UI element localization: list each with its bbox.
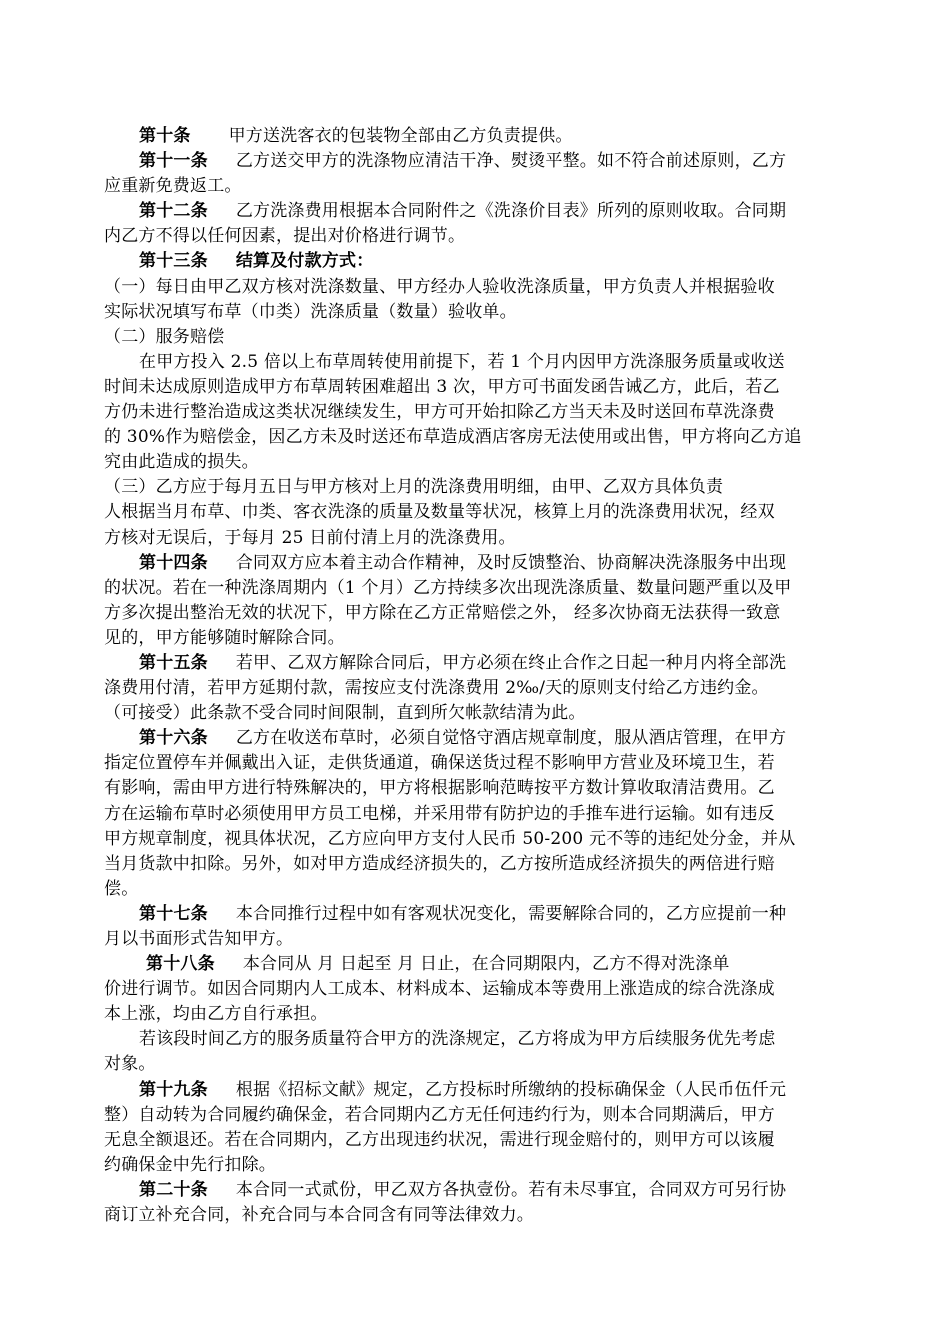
text-line — [104, 350, 862, 375]
article-line — [104, 149, 862, 174]
line-text: 人根据当月布草、巾类、客衣洗涤的质量及数量等状况，核算上月的洗涤费用状况，经双 — [104, 502, 775, 523]
article-line — [104, 124, 862, 149]
text-line — [104, 425, 862, 450]
text-line — [104, 1128, 862, 1153]
line-text: 合同双方应本着主动合作精神，及时反馈整治、协商解决洗涤服务中出现 — [235, 552, 787, 573]
text-line — [104, 927, 862, 952]
line-text: 本合同从 月 日起至 月 日止，在合同期限内，乙方不得对洗涤单 — [242, 954, 730, 975]
line-text: 价进行调节。如因合同期内人工成本、材料成本、运输成本等费用上涨造成的综合洗涤成 — [104, 979, 775, 1000]
line-text: 甲方规章制度，视具体状况，乙方应向甲方支付人民币 50-200 元不等的违纪处分金，并从 — [104, 828, 796, 849]
line-text: 若该段时间乙方的服务质量符合甲方的洗涤规定，乙方将成为甲方后续服务优先考虑 — [139, 1029, 776, 1050]
article-line — [104, 902, 862, 927]
article-line — [104, 726, 862, 751]
text-line — [104, 500, 862, 525]
text-line — [104, 325, 862, 350]
text-line — [104, 400, 862, 425]
article-number: 第十一条 — [139, 151, 208, 172]
article-line — [104, 1078, 862, 1103]
text-line — [104, 1002, 862, 1027]
line-text: 本合同一式贰份，甲乙双方各执壹份。若有未尽事宜，合同双方可另行协 — [235, 1179, 787, 1200]
text-line — [104, 626, 862, 651]
article-number: 第十二条 — [139, 201, 208, 222]
line-text: 见的，甲方能够随时解除合同。 — [104, 627, 345, 648]
line-text: 究由此造成的损失。 — [104, 452, 259, 473]
line-text: 乙方送交甲方的洗涤物应清洁干净、熨烫平整。如不符合前述原则，乙方 — [235, 151, 787, 172]
line-text: （可接受）此条款不受合同时间限制，直到所欠帐款结清为此。 — [104, 703, 586, 724]
contract-page — [104, 124, 862, 1228]
line-text: 约确保金中先行扣除。 — [104, 1154, 276, 1175]
text-line — [104, 1103, 862, 1128]
text-line — [104, 1203, 862, 1228]
line-text: 方多次提出整治无效的状况下，甲方除在乙方正常赔偿之外， 经多次协商无法获得一致意 — [104, 602, 781, 623]
text-line — [104, 751, 862, 776]
line-text: 应重新免费返工。 — [104, 176, 242, 197]
text-line — [104, 450, 862, 475]
line-text: 方在运输布草时必须使用甲方员工电梯，并采用带有防护边的手推车进行运输。如有违反 — [104, 803, 775, 824]
line-text: 方仍未进行整治造成这类状况继续发生，甲方可开始扣除乙方当天未及时送回布草洗涤费 — [104, 402, 775, 423]
text-line — [104, 1027, 862, 1052]
article-number: 第十八条 — [146, 954, 215, 975]
article-number: 第十六条 — [139, 728, 208, 749]
text-line — [104, 977, 862, 1002]
line-text: 对象。 — [104, 1054, 156, 1075]
line-text: 乙方在收送布草时，必须自觉恪守酒店规章制度，服从酒店管理，在甲方 — [235, 728, 787, 749]
text-line — [104, 601, 862, 626]
text-line — [104, 475, 862, 500]
line-text: 的 30%作为赔偿金，因乙方未及时送还布草造成酒店客房无法使用或出售，甲方将向乙方追 — [104, 427, 802, 448]
line-text: 当月货款中扣除。另外，如对甲方造成经济损失的，乙方按所造成经济损失的两倍进行赔 — [104, 853, 775, 874]
article-line — [104, 199, 862, 224]
line-text: 结算及付款方式： — [235, 251, 374, 272]
line-text: 根据《招标文献》规定，乙方投标时所缴纳的投标确保金（人民币伍仟元 — [235, 1079, 787, 1100]
article-line — [104, 952, 862, 977]
article-number: 第十七条 — [139, 903, 208, 924]
line-text: 偿。 — [104, 878, 139, 899]
text-line — [104, 701, 862, 726]
article-number: 第十三条 — [139, 251, 208, 272]
line-text: 的状况。若在一种洗涤周期内（1 个月）乙方持续多次出现洗涤质量、数量问题严重以及甲 — [104, 577, 792, 598]
article-line — [104, 1178, 862, 1203]
text-line — [104, 827, 862, 852]
line-text: 涤费用付清，若甲方延期付款，需按应支付洗涤费用 2‰/天的原则支付给乙方违约金。 — [104, 678, 769, 699]
line-text: 有影响，需由甲方进行特殊解决的，甲方将根据影响范畴按平方数计算收取清洁费用。乙 — [104, 778, 775, 799]
article-number: 第十条 — [139, 126, 191, 146]
text-line — [104, 375, 862, 400]
article-line — [104, 551, 862, 576]
text-line — [104, 576, 862, 601]
text-line — [104, 1153, 862, 1178]
text-line — [104, 852, 862, 877]
article-line — [104, 651, 862, 676]
text-line — [104, 526, 862, 551]
line-text: （三）乙方应于每月五日与甲方核对上月的洗涤费用明细，由甲、乙双方具体负责 — [104, 477, 724, 498]
text-line — [104, 174, 862, 199]
line-text: 若甲、乙双方解除合同后，甲方必须在终止合作之日起一种月内将全部洗 — [235, 652, 787, 673]
text-line — [104, 776, 862, 801]
article-number: 第十九条 — [139, 1079, 208, 1100]
line-text: 本合同推行过程中如有客观状况变化，需要解除合同的，乙方应提前一种 — [235, 903, 787, 924]
line-text: 整）自动转为合同履约确保金，若合同期内乙方无任何违约行为，则本合同期满后，甲方 — [104, 1104, 775, 1125]
text-line — [104, 1052, 862, 1077]
line-text: 时间未达成原则造成甲方布草周转困难超出 3 次，甲方可书面发函告诫乙方，此后，若乙 — [104, 376, 780, 397]
line-text: 内乙方不得以任何因素，提出对价格进行调节。 — [104, 226, 466, 247]
text-line — [104, 300, 862, 325]
text-line — [104, 802, 862, 827]
line-text: （一）每日由甲乙双方核对洗涤数量、甲方经办人验收洗涤质量，甲方负责人并根据验收 — [104, 276, 775, 297]
article-number: 第二十条 — [139, 1179, 208, 1200]
line-text: （二）服务赔偿 — [104, 326, 225, 347]
text-line — [104, 877, 862, 902]
article-number: 第十五条 — [139, 652, 208, 673]
line-text: 实际状况填写布草（巾类）洗涤质量（数量）验收单。 — [104, 301, 517, 322]
article-number: 第十四条 — [139, 552, 208, 573]
article-line — [104, 249, 862, 274]
line-text: 本上涨，均由乙方自行承担。 — [104, 1004, 328, 1025]
line-text: 无息全额退还。若在合同期内，乙方出现违约状况，需进行现金赔付的，则甲方可以该履 — [104, 1129, 775, 1150]
line-text: 乙方洗涤费用根据本合同附件之《洗涤价目表》所列的原则收取。合同期 — [235, 201, 787, 222]
line-text: 方核对无误后，于每月 25 日前付清上月的洗涤费用。 — [104, 527, 516, 548]
text-line — [104, 275, 862, 300]
line-text: 月以书面形式告知甲方。 — [104, 929, 294, 949]
text-line — [104, 224, 862, 249]
line-text: 商订立补充合同，补充合同与本合同含有同等法律效力。 — [104, 1205, 534, 1226]
line-text: 在甲方投入 2.5 倍以上布草周转使用前提下，若 1 个月内因甲方洗涤服务质量或收送 — [139, 351, 785, 372]
line-text: 指定位置停车并佩戴出入证，走供货通道，确保送货过程不影响甲方营业及环境卫生，若 — [104, 753, 775, 774]
text-line — [104, 676, 862, 701]
line-text: 甲方送洗客衣的包装物全部由乙方负责提供。 — [228, 126, 573, 146]
